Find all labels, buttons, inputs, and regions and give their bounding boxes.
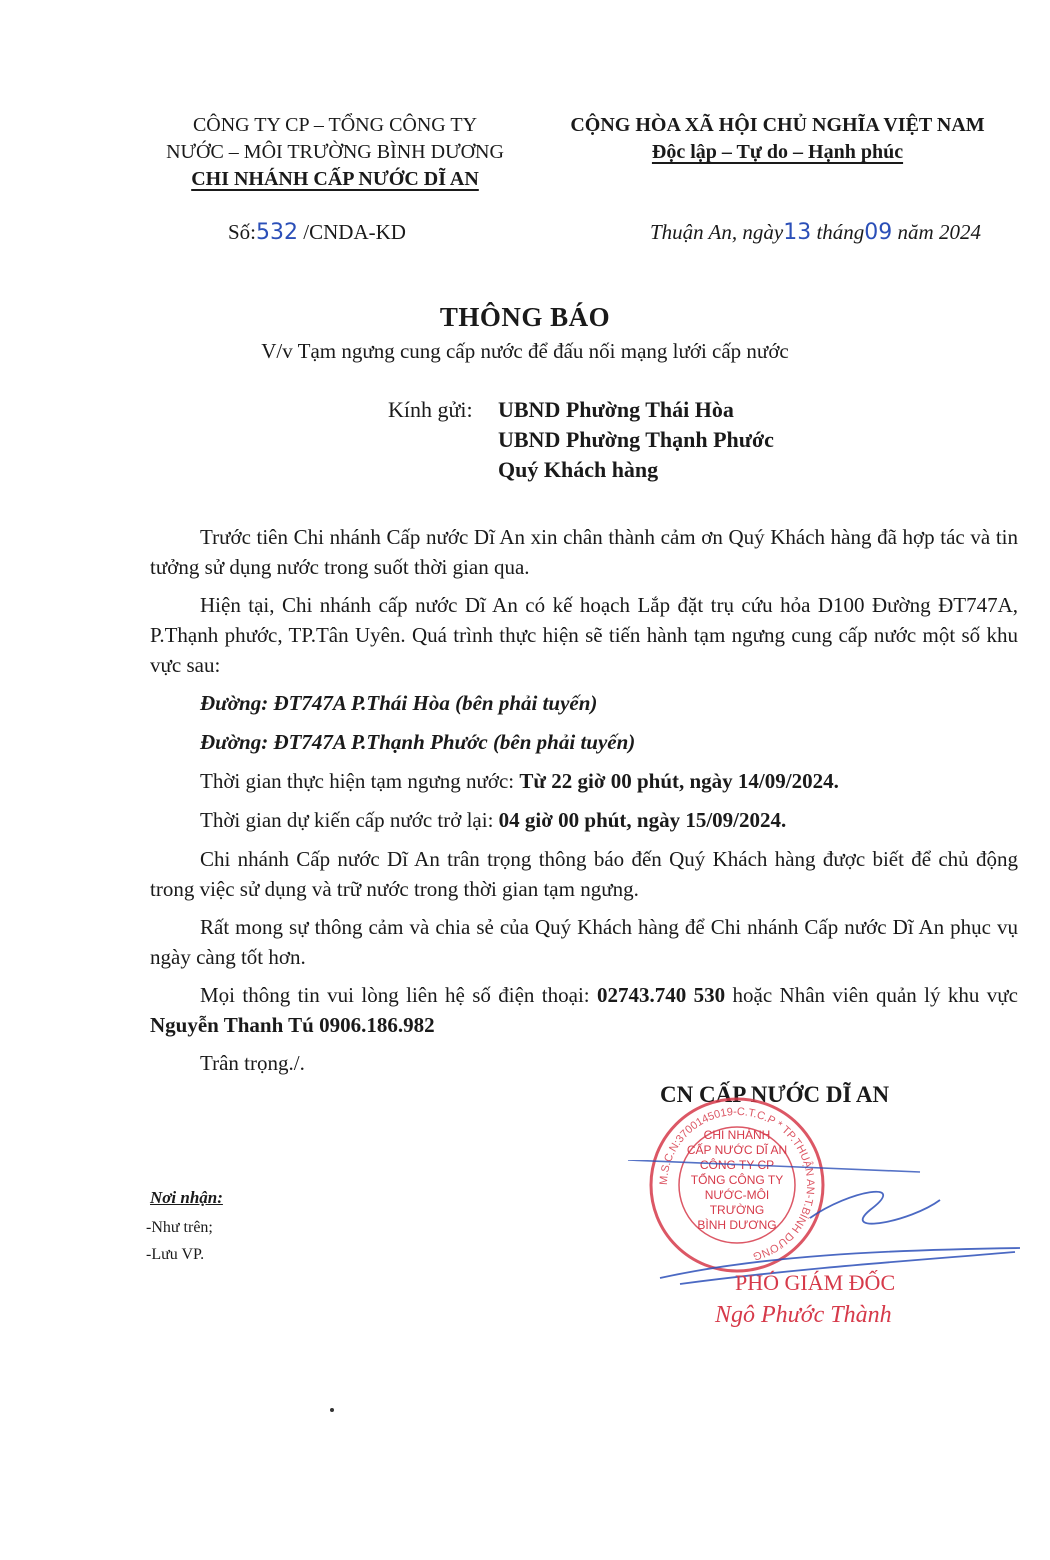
distribution-label: Nơi nhận: — [150, 1188, 223, 1207]
document-title: THÔNG BÁO — [439, 302, 611, 332]
handwritten-month: 09 — [864, 220, 893, 245]
body-paragraph-notice: Chi nhánh Cấp nước Dĩ An trân trọng thông báo đến Quý Khách hàng được biết để chủ động trong việc sử dụng và trữ nước trong thời gian tạm ngưng. — [150, 847, 1018, 901]
issuer-branch: CHI NHÁNH CẤP NƯỚC DĨ AN — [191, 168, 479, 190]
closing-line: Trân trọng./. — [200, 1051, 305, 1075]
document-body — [150, 522, 1018, 1086]
stamp-ring-text: M.S.C.N:3700145019-C.T.C.P * TP.THUẬN AN-T.BÌNH DƯƠNG — [657, 1105, 817, 1263]
distribution-item: -Như trên; — [146, 1219, 213, 1236]
affected-road-2: Đường: ĐT747A P.Thạnh Phước (bên phải tuyến) — [200, 730, 636, 754]
contact-person: Nguyễn Thanh Tú 0906.186.982 — [150, 1013, 435, 1037]
recipient-item: UBND Phường Thái Hòa — [498, 397, 734, 422]
recipient-item: UBND Phường Thạnh Phước — [498, 427, 774, 452]
issuer-line-1: CÔNG TY CP – TỔNG CÔNG TY — [192, 114, 478, 136]
signer-position: PHÓ GIÁM ĐỐC — [735, 1270, 896, 1295]
signer-name: Ngô Phước Thành — [715, 1302, 892, 1328]
recipient-item: Quý Khách hàng — [498, 457, 659, 482]
affected-road-1: Đường: ĐT747A P.Thái Hòa (bên phải tuyến) — [200, 691, 598, 715]
national-title: CỘNG HÒA XÃ HỘI CHỦ NGHĨA VIỆT NAM — [570, 114, 985, 136]
body-paragraph-plan: Hiện tại, Chi nhánh cấp nước Dĩ An có kế hoạch Lắp đặt trụ cứu hỏa D100 Đường ĐT747A, P.Thạnh phước, TP.Tân Uyên. Quá trình thực hiện sẽ tiến hành tạm ngưng cung cấp nước một số khu vực sau: — [150, 593, 1018, 677]
stop-time: Thời gian thực hiện tạm ngưng nước: Từ 22 giờ 00 phút, ngày 14/09/2024. — [200, 769, 839, 793]
resume-time-value: 04 giờ 00 phút, ngày 15/09/2024. — [498, 808, 787, 832]
stamp-center-text: CHI NHÁNH CẤP NƯỚC DĨ AN CÔNG TY CP TỔNG CÔNG TY NƯỚC-MÔI TRƯỜNG BÌNH DƯƠNG — [686, 1128, 788, 1232]
scan-speck — [330, 1408, 334, 1412]
distribution-list — [146, 1214, 213, 1268]
handwritten-number: 532 — [256, 220, 299, 245]
issuer-line-2: NƯỚC – MÔI TRƯỜNG BÌNH DƯƠNG — [166, 141, 504, 163]
national-motto: Độc lập – Tự do – Hạnh phúc — [651, 141, 904, 163]
resume-time: Thời gian dự kiến cấp nước trở lại: 04 giờ 00 phút, ngày 15/09/2024. — [200, 808, 787, 832]
document-date: Thuận An, ngày13 tháng09 năm 2024 — [650, 220, 981, 245]
body-paragraph-thanks: Rất mong sự thông cảm và chia sẻ của Quý Khách hàng để Chi nhánh Cấp nước Dĩ An phục vụ ngày càng tốt hơn. — [150, 915, 1018, 969]
document-number: Số:532 /CNDA-KD — [228, 220, 406, 245]
issuer-block — [130, 112, 540, 193]
distribution-item: -Lưu VP. — [146, 1246, 205, 1263]
contact-phone: 02743.740 530 — [597, 983, 726, 1007]
signing-organization: CN CẤP NƯỚC DĨ AN — [660, 1082, 890, 1107]
handwritten-day: 13 — [783, 220, 812, 245]
contact-paragraph: Mọi thông tin vui lòng liên hệ số điện thoại: 02743.740 530 hoặc Nhân viên quản lý khu vực Nguyễn Thanh Tú 0906.186.982 — [150, 983, 1018, 1037]
document-subtitle: V/v Tạm ngưng cung cấp nước để đấu nối mạng lưới cấp nước — [261, 339, 789, 363]
body-paragraph-intro: Trước tiên Chi nhánh Cấp nước Dĩ An xin chân thành cảm ơn Quý Khách hàng đã hợp tác và tin tưởng sử dụng nước trong suốt thời gian qua. — [150, 525, 1018, 579]
recipients-label: Kính gửi: — [388, 397, 473, 422]
stop-time-value: Từ 22 giờ 00 phút, ngày 14/09/2024. — [519, 769, 839, 793]
national-header — [545, 112, 1010, 166]
